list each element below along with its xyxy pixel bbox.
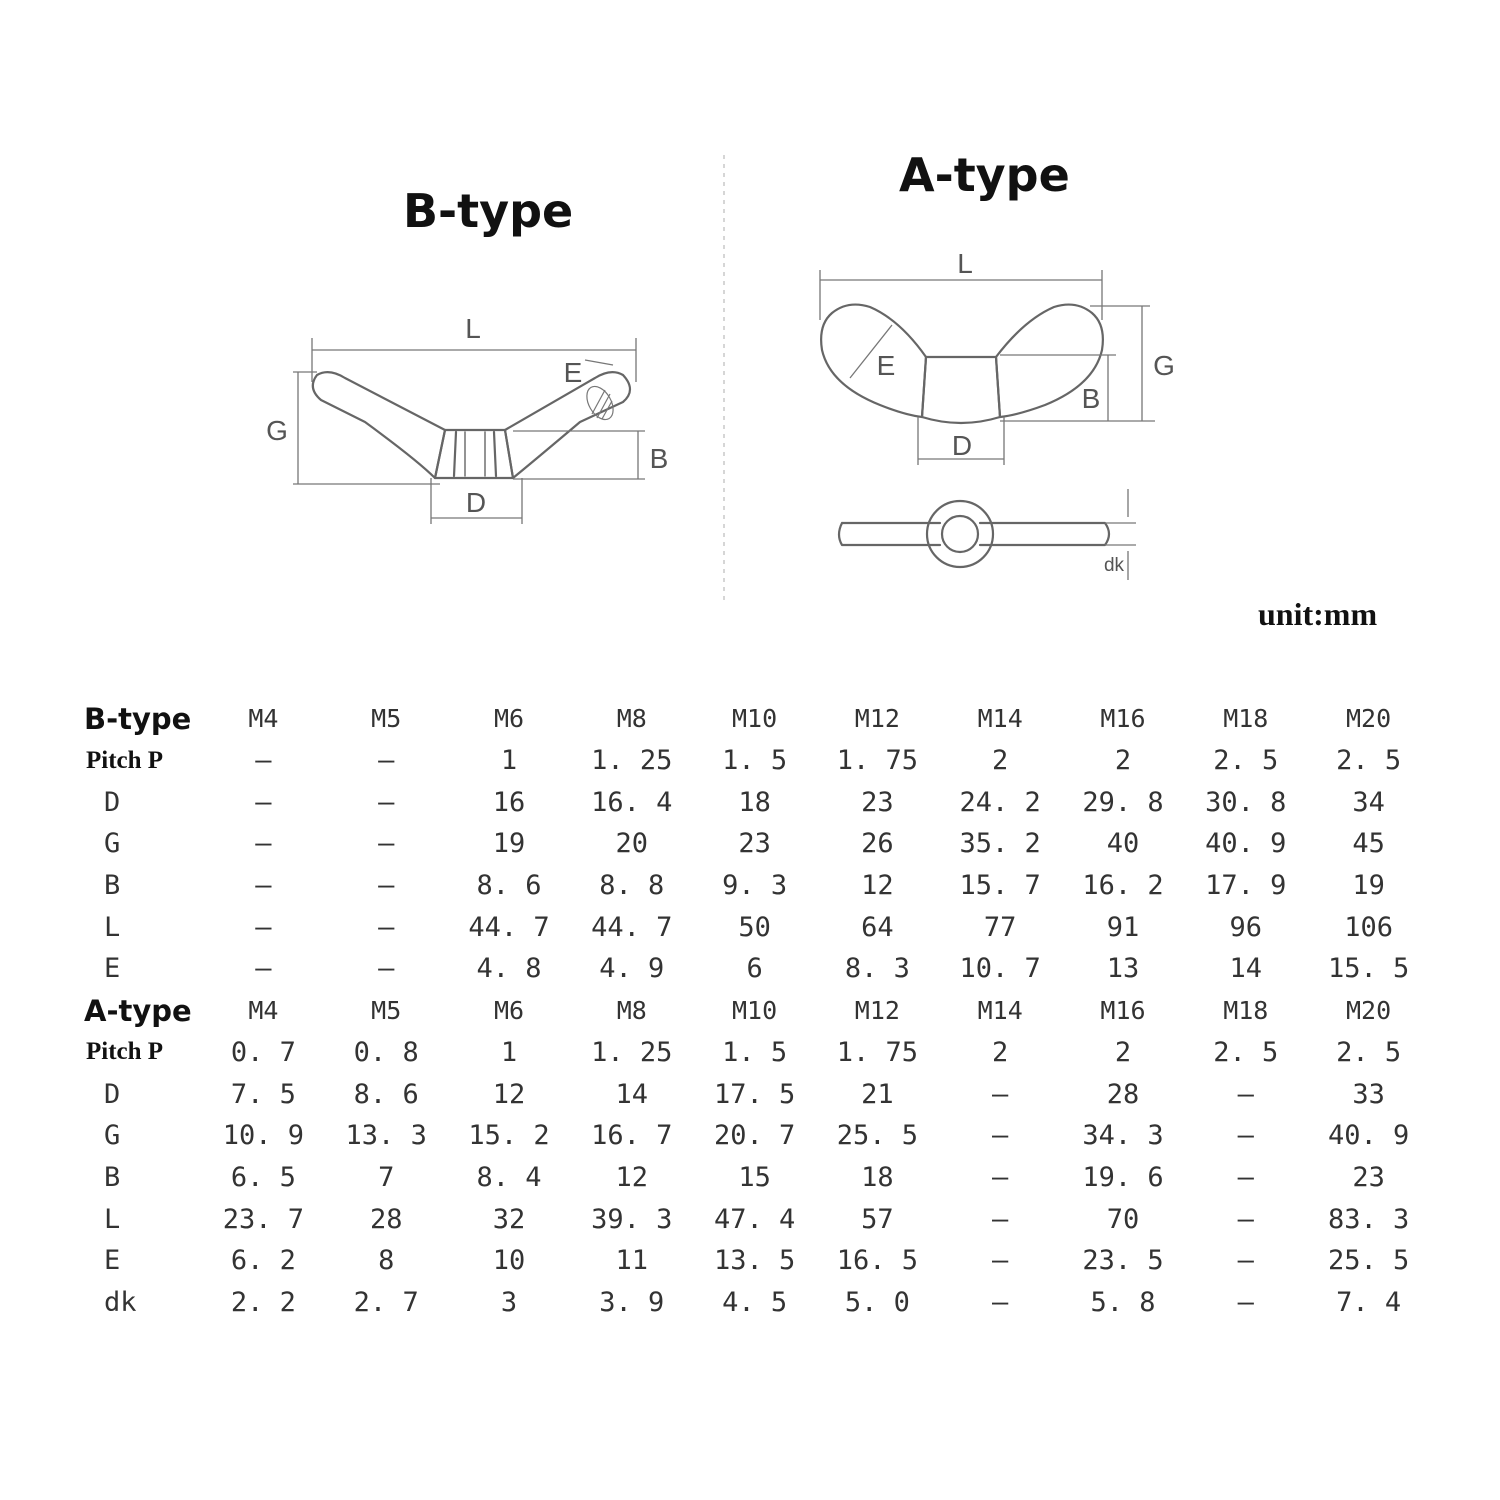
table-cell: 8. 4 [476, 1161, 542, 1193]
table-cell: – [255, 911, 272, 943]
row-label: dk [104, 1286, 137, 1318]
a-type-heading: A-type [899, 148, 1070, 202]
table-cell: 96 [1229, 911, 1263, 943]
table-row [70, 1115, 1430, 1157]
table-cell: 20 [615, 828, 649, 860]
table-cell: 23. 7 [222, 1203, 305, 1235]
a-label-d: D [951, 430, 973, 461]
table-cell: 2 [1114, 1036, 1132, 1068]
table-cell: 19 [492, 828, 526, 860]
table-cell: 29. 8 [1082, 786, 1164, 818]
table-cell: 2. 5 [1213, 745, 1279, 777]
a-label-e: E [876, 350, 896, 381]
table-cell: 23 [1352, 1161, 1385, 1193]
table-row [70, 1073, 1430, 1115]
table-cell: 32 [492, 1203, 526, 1235]
table-cell: 8 [378, 1245, 395, 1277]
table-cell: 2 [992, 745, 1009, 777]
table-cell: – [255, 828, 272, 860]
b-label-g: G [266, 415, 288, 446]
size-header-cell: M10 [732, 704, 778, 734]
table-cell: 1 [500, 745, 518, 777]
table-cell: 16. 7 [591, 1120, 673, 1152]
table-cell: 28 [369, 1203, 403, 1235]
table-cell: 7. 4 [1336, 1286, 1402, 1318]
table-cell: 7. 5 [230, 1078, 296, 1110]
table-header-row [70, 698, 1430, 740]
row-label: B [104, 870, 121, 902]
table-cell: 16. 4 [591, 786, 673, 818]
table-cell: – [255, 953, 272, 985]
table-cell: 17. 9 [1205, 870, 1287, 902]
table-cell: 34. 3 [1082, 1120, 1164, 1152]
table-cell: 19. 6 [1082, 1161, 1164, 1193]
table-cell: 10 [492, 1245, 526, 1277]
b-label-b: B [649, 443, 669, 474]
table-cell: 2. 5 [1336, 1036, 1402, 1068]
size-header-cell: M20 [1346, 704, 1392, 734]
table-cell: 47. 4 [713, 1203, 796, 1235]
table-cell: 13. 5 [713, 1245, 796, 1277]
section-title: B-type [84, 701, 192, 736]
table-cell: 28 [1106, 1078, 1140, 1110]
table-row [70, 740, 1430, 782]
table-cell: 6. 2 [230, 1245, 296, 1277]
table-cell: 18 [861, 1161, 894, 1193]
table-cell: 1. 75 [836, 1036, 919, 1068]
table-cell: 50 [738, 911, 771, 943]
table-cell: – [255, 786, 272, 818]
table-cell: 33 [1352, 1078, 1385, 1110]
a-label-b: B [1081, 383, 1101, 414]
a-label-g: G [1153, 350, 1175, 381]
table-cell: 8. 3 [844, 953, 910, 985]
table-cell: 21 [861, 1078, 894, 1110]
table-cell: 2 [992, 1036, 1009, 1068]
table-cell: 0. 7 [230, 1036, 296, 1068]
table-cell: – [378, 786, 395, 818]
table-cell: 0. 8 [353, 1036, 419, 1068]
a-type-wing-nut-drawing [800, 245, 1200, 585]
table-cell: 8. 6 [476, 870, 542, 902]
size-header-cell: M14 [977, 704, 1023, 734]
table-cell: 25. 5 [1327, 1245, 1410, 1277]
size-header-cell: M6 [493, 704, 525, 734]
table-cell: 16. 2 [1082, 870, 1164, 902]
table-cell: 13. 3 [345, 1120, 427, 1152]
table-cell: 15. 2 [468, 1120, 550, 1152]
table-cell: 4. 5 [722, 1286, 788, 1318]
table-cell: 20. 7 [713, 1120, 796, 1152]
table-cell: – [378, 911, 395, 943]
table-cell: 34 [1352, 786, 1385, 818]
table-row [70, 1032, 1430, 1074]
table-row [70, 823, 1430, 865]
table-cell: 14 [1229, 953, 1263, 985]
size-header-cell: M20 [1346, 996, 1392, 1026]
table-cell: 16 [492, 786, 526, 818]
table-cell: 23. 5 [1082, 1245, 1164, 1277]
table-cell: 18 [738, 786, 771, 818]
size-header-cell: M4 [248, 704, 279, 734]
table-cell: 1. 75 [836, 745, 919, 777]
size-header-cell: M4 [248, 996, 279, 1026]
table-cell: 1. 5 [722, 1036, 788, 1068]
table-cell: 10. 7 [959, 953, 1041, 985]
table-row [70, 865, 1430, 907]
table-cell: 26 [861, 828, 894, 860]
size-header-cell: M8 [616, 996, 647, 1026]
table-cell: – [255, 870, 272, 902]
table-cell: 40 [1106, 828, 1140, 860]
table-row [70, 1282, 1430, 1324]
table-row [70, 906, 1430, 948]
table-cell: – [378, 745, 395, 777]
table-cell: 64 [861, 911, 894, 943]
table-cell: 30. 8 [1205, 786, 1287, 818]
row-label: G [104, 1120, 121, 1152]
table-cell: 3. 9 [599, 1286, 665, 1318]
table-cell: 2. 7 [353, 1286, 419, 1318]
table-cell: 5. 0 [844, 1286, 910, 1318]
table-cell: 15. 7 [959, 870, 1041, 902]
table-cell: 2. 5 [1336, 745, 1402, 777]
table-cell: 8. 8 [599, 870, 665, 902]
table-cell: – [1237, 1120, 1254, 1152]
table-cell: 1. 25 [591, 1036, 673, 1068]
table-cell: – [992, 1078, 1009, 1110]
size-header-cell: M5 [371, 704, 402, 734]
table-cell: – [1237, 1078, 1254, 1110]
table-cell: 24. 2 [959, 786, 1041, 818]
table-cell: 8. 6 [353, 1078, 419, 1110]
size-header-cell: M16 [1100, 996, 1146, 1026]
table-cell: 19 [1352, 870, 1385, 902]
b-label-l: L [465, 313, 481, 344]
size-header-cell: M14 [977, 996, 1023, 1026]
table-cell: 23 [738, 828, 771, 860]
row-label: L [104, 911, 121, 943]
table-header-row [70, 990, 1430, 1032]
row-label: D [104, 1078, 121, 1110]
table-cell: 57 [861, 1203, 894, 1235]
table-cell: 16. 5 [836, 1245, 919, 1277]
spec-table-body [70, 698, 1430, 1323]
table-cell: – [378, 953, 395, 985]
table-cell: 13 [1106, 953, 1140, 985]
table-cell: – [378, 828, 395, 860]
a-label-l: L [957, 248, 973, 279]
size-header-cell: M10 [732, 996, 778, 1026]
table-cell: 14 [615, 1078, 649, 1110]
row-label: Pitch P [86, 746, 164, 774]
table-cell: 6. 5 [230, 1161, 296, 1193]
table-cell: 11 [615, 1245, 649, 1277]
row-label: G [104, 828, 121, 860]
divider-line [721, 155, 727, 605]
table-cell: 40. 9 [1205, 828, 1287, 860]
b-type-heading: B-type [403, 184, 574, 238]
table-cell: 9. 3 [722, 870, 788, 902]
table-cell: 7 [378, 1161, 395, 1193]
a-label-dk: dk [1103, 555, 1125, 576]
size-header-cell: M18 [1223, 996, 1269, 1026]
table-row [70, 948, 1430, 990]
table-cell: 6 [746, 953, 763, 985]
table-cell: 83. 3 [1327, 1203, 1410, 1235]
table-cell: 70 [1106, 1203, 1140, 1235]
row-label: B [104, 1161, 121, 1193]
size-header-cell: M18 [1223, 704, 1269, 734]
table-cell: 15. 5 [1327, 953, 1410, 985]
table-cell: – [1237, 1161, 1254, 1193]
table-cell: – [992, 1120, 1009, 1152]
table-cell: 40. 9 [1327, 1120, 1410, 1152]
table-cell: 35. 2 [959, 828, 1041, 860]
table-row [70, 781, 1430, 823]
spec-table [70, 698, 1430, 1323]
table-cell: – [992, 1161, 1009, 1193]
table-cell: 3 [500, 1286, 518, 1318]
b-label-d: D [465, 487, 487, 518]
row-label: L [104, 1203, 121, 1235]
table-row [70, 1198, 1430, 1240]
row-label: D [104, 786, 121, 818]
table-row [70, 1157, 1430, 1199]
table-cell: 10. 9 [222, 1120, 305, 1152]
table-cell: 5. 8 [1090, 1286, 1156, 1318]
table-cell: 2. 2 [230, 1286, 296, 1318]
size-header-cell: M8 [616, 704, 647, 734]
table-cell: 106 [1344, 911, 1393, 943]
table-cell: 1. 25 [591, 745, 673, 777]
table-cell: 4. 9 [599, 953, 665, 985]
table-cell: 4. 8 [476, 953, 542, 985]
table-cell: – [992, 1203, 1009, 1235]
table-cell: 39. 3 [591, 1203, 673, 1235]
table-cell: 45 [1352, 828, 1385, 860]
table-cell: 12 [492, 1078, 526, 1110]
size-header-cell: M16 [1100, 704, 1146, 734]
table-cell: – [1237, 1286, 1254, 1318]
table-cell: 2 [1114, 745, 1132, 777]
table-cell: 12 [861, 870, 894, 902]
table-cell: 23 [861, 786, 894, 818]
row-label: Pitch P [86, 1038, 164, 1066]
table-cell: 91 [1106, 911, 1140, 943]
unit-label: unit:mm [1258, 596, 1378, 632]
b-type-wing-nut-drawing [255, 310, 695, 540]
section-title: A-type [84, 993, 192, 1028]
table-cell: 15 [738, 1161, 771, 1193]
table-cell: – [1237, 1245, 1254, 1277]
table-cell: 1. 5 [722, 745, 788, 777]
table-cell: 44. 7 [591, 911, 673, 943]
size-header-cell: M12 [854, 996, 900, 1026]
table-cell: – [378, 870, 395, 902]
b-label-e: E [563, 357, 583, 388]
table-cell: – [1237, 1203, 1254, 1235]
size-header-cell: M6 [493, 996, 525, 1026]
table-cell: 25. 5 [836, 1120, 919, 1152]
table-cell: – [255, 745, 272, 777]
table-cell: 1 [500, 1036, 518, 1068]
table-cell: 12 [615, 1161, 649, 1193]
size-header-cell: M12 [854, 704, 900, 734]
table-cell: 44. 7 [468, 911, 550, 943]
table-row [70, 1240, 1430, 1282]
table-cell: 2. 5 [1213, 1036, 1279, 1068]
table-cell: – [992, 1286, 1009, 1318]
table-cell: 17. 5 [713, 1078, 796, 1110]
table-cell: 77 [983, 911, 1017, 943]
table-cell: – [992, 1245, 1009, 1277]
row-label: E [104, 953, 121, 985]
row-label: E [104, 1245, 121, 1277]
size-header-cell: M5 [371, 996, 402, 1026]
